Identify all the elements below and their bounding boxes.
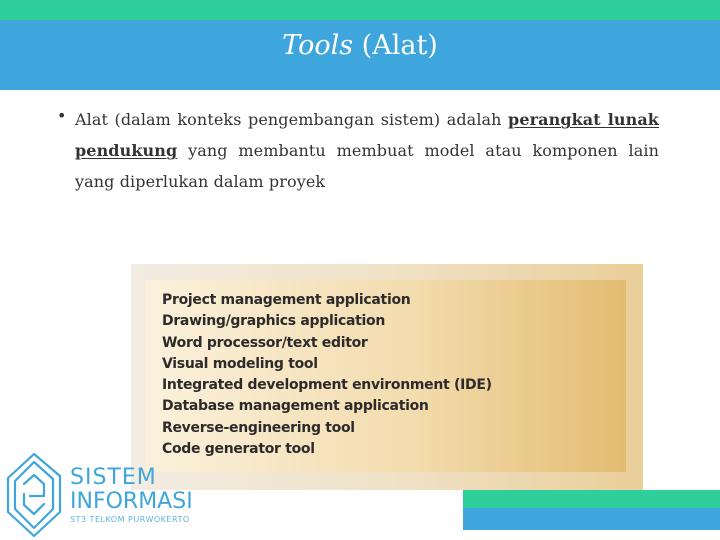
bullet-dot-icon: • bbox=[57, 106, 67, 125]
bullet-point bbox=[57, 104, 659, 197]
tool-item: Reverse-engineering tool bbox=[162, 419, 355, 436]
slide-title bbox=[0, 30, 720, 61]
tool-item: Project management application bbox=[162, 292, 411, 308]
logo-line-2: INFORMASI bbox=[70, 489, 193, 514]
sistem-informasi-logo-icon bbox=[4, 450, 66, 540]
bullet-text bbox=[75, 104, 659, 197]
logo-line-3: ST3 TELKOM PURWOKERTO bbox=[70, 515, 190, 524]
tool-item: Code generator tool bbox=[162, 441, 315, 458]
footer-band-green bbox=[463, 490, 720, 508]
tool-item: Integrated development environment (IDE) bbox=[162, 377, 492, 394]
tool-item: Word processor/text editor bbox=[162, 334, 368, 351]
bullet-text-part1: Alat (dalam konteks pengembangan sistem) adalah bbox=[75, 110, 509, 129]
title-italic: Tools bbox=[282, 30, 354, 61]
bullet-text-part2: yang membantu membuat model atau komponen lain yang diperlukan dalam proyek bbox=[75, 141, 659, 191]
footer-band-blue bbox=[463, 508, 720, 530]
title-rest: (Alat) bbox=[353, 30, 438, 61]
tool-item: Visual modeling tool bbox=[162, 355, 318, 372]
tools-list bbox=[162, 290, 492, 460]
logo-line-1: SISTEM bbox=[70, 465, 157, 490]
logo-text bbox=[70, 466, 193, 526]
tool-item: Drawing/graphics application bbox=[162, 313, 385, 330]
tool-item: Database management application bbox=[162, 398, 429, 415]
header-band-green bbox=[0, 0, 720, 20]
bullet-emphasis: perangkat lunak pendukung bbox=[75, 110, 659, 160]
